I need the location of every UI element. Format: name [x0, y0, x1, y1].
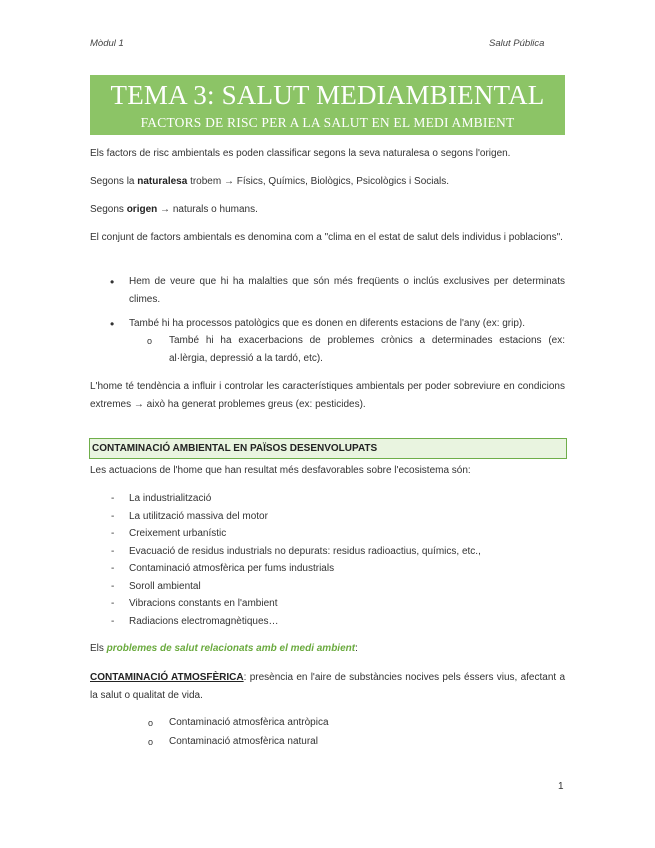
home-paragraph: L'home té tendència a influir i controlar les característiques ambientals per poder sobreviure en condicions extremes → això ha generat problemes greus (ex: pesticides). [90, 381, 565, 410]
page-title: TEMA 3: SALUT MEDIAMBIENTAL [110, 80, 545, 110]
header-module: Mòdul 1 [90, 38, 124, 49]
bullet-item: Hem de veure que hi ha malalties que són més freqüents o inclús exclusives per determinats climes. [129, 276, 565, 305]
o-marker: o [148, 737, 154, 747]
subbullet-marker: o [147, 336, 153, 346]
problemes-highlight: problemes de salut relacionats amb el medi ambient [106, 643, 356, 654]
problemes-paragraph [90, 640, 565, 658]
problemes-pre: Els [90, 643, 107, 654]
actuacions-paragraph: Les actuacions de l'home que han resultat més desfavorables sobre l'ecosistema són: [90, 465, 471, 476]
bullet-item: També hi ha processos patològics que es donen en diferents estacions de l'any (ex: grip). [129, 318, 526, 329]
atmosferica-paragraph [90, 669, 565, 705]
atmosferica-definition: : presència en l'aire de substàncies nocives pels éssers vius, afectant a la salut o qualitat de vida. [90, 672, 566, 701]
naturalesa-pre: Segons la [90, 176, 138, 187]
header-subject: Salut Pública [489, 38, 545, 49]
dash-item: Vibracions constants en l'ambient [129, 598, 278, 609]
dash-marker: - [111, 546, 115, 557]
dash-marker: - [111, 493, 115, 504]
o-item: Contaminació atmosfèrica antròpica [169, 717, 329, 728]
dash-item: Soroll ambiental [129, 581, 201, 592]
dash-item: Contaminació atmosfèrica per fums industrials [129, 563, 335, 574]
origen-paragraph [90, 201, 565, 219]
problemes-post: : [355, 643, 358, 654]
dash-marker: - [111, 563, 115, 574]
dash-item: Evacuació de residus industrials no depurats: residus radioactius, químics, etc., [129, 546, 481, 557]
clima-paragraph: El conjunt de factors ambientals es denomina com a "clima en el estat de salut dels individus i poblacions". [90, 232, 563, 243]
dash-item: La industrialització [129, 493, 212, 504]
origen-pre: Segons [90, 204, 127, 215]
bullet-marker: • [110, 275, 115, 289]
origen-post: → naturals o humans. [157, 204, 258, 215]
title-banner [90, 75, 565, 135]
dash-marker: - [111, 528, 115, 539]
o-item: Contaminació atmosfèrica natural [169, 736, 318, 747]
bullet-marker: • [110, 317, 115, 331]
atmosferica-term: CONTAMINACIÓ ATMOSFÈRICA [90, 672, 244, 683]
subbullet-item: També hi ha exacerbacions de problemes crònics a determinades estacions (ex: al·lèrgia, depressió a la tardó, etc). [169, 335, 565, 364]
o-marker: o [148, 718, 154, 728]
dash-marker: - [111, 616, 115, 627]
intro-paragraph: Els factors de risc ambientals es poden classificar segons la seva naturalesa o segons l'origen. [90, 148, 511, 159]
dash-item: Radiacions electromagnètiques… [129, 616, 279, 627]
origen-term: origen [126, 204, 158, 215]
page-number: 1 [558, 781, 564, 792]
dash-item: La utilització massiva del motor [129, 511, 268, 522]
naturalesa-post: trobem → Físics, Químics, Biològics, Psicològics i Socials. [187, 176, 450, 187]
naturalesa-paragraph [90, 173, 565, 191]
dash-marker: - [111, 598, 115, 609]
page-subtitle: FACTORS DE RISC PER A LA SALUT EN EL MEDI AMBIENT [140, 115, 515, 130]
naturalesa-term: naturalesa [137, 176, 188, 187]
dash-item: Creixement urbanístic [129, 528, 227, 539]
dash-marker: - [111, 581, 115, 592]
section-heading: CONTAMINACIÓ AMBIENTAL EN PAÏSOS DESENVOLUPATS [89, 438, 567, 459]
dash-marker: - [111, 511, 115, 522]
